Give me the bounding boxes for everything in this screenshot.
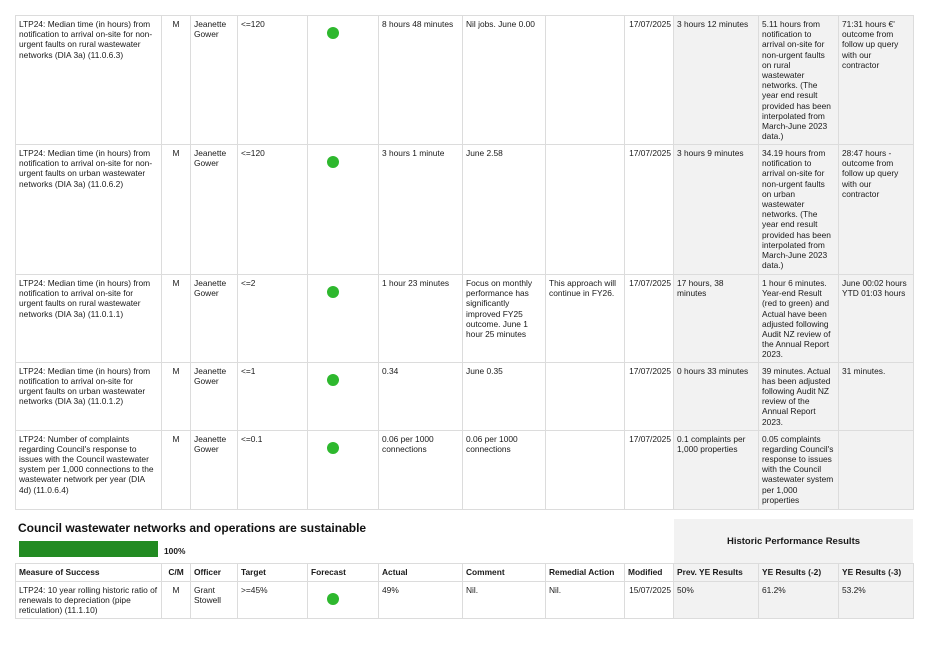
forecast-cell [308, 582, 379, 619]
officer-cell: Jeanette Gower [191, 16, 238, 145]
measure-cell: LTP24: Number of complaints regarding Council's response to issues with the Council wastewater system per 1,000 connections to the wastewater network per year (DIA 4d) (11.0.6.4) [16, 430, 162, 509]
comment-cell: Nil. [463, 582, 546, 619]
section-title: Council wastewater networks and operations are sustainable [18, 521, 367, 535]
comment-cell: June 2.58 [463, 145, 546, 275]
column-header-modified: Modified [625, 564, 674, 582]
measure-cell: LTP24: 10 year rolling historic ratio of renewals to depreciation (pipe reticulation) (11.1.10) [16, 582, 162, 619]
cm-cell: M [162, 275, 191, 363]
measure-cell: LTP24: Median time (in hours) from notification to arrival on-site for urgent faults on rural wastewater networks (DIA 3a) (11.0.1.1) [16, 275, 162, 363]
ye-minus-3-cell: 31 minutes. [839, 362, 914, 430]
officer-cell: Grant Stowell [191, 582, 238, 619]
target-cell: <=0.1 [238, 430, 308, 509]
column-header-actual: Actual [379, 564, 463, 582]
modified-cell: 17/07/2025 [625, 145, 674, 275]
forecast-cell [308, 362, 379, 430]
section-progress-bar [19, 541, 158, 557]
modified-cell: 17/07/2025 [625, 16, 674, 145]
table-row [16, 275, 914, 363]
measure-cell: LTP24: Median time (in hours) from notification to arrival on-site for urgent faults on urban wastewater networks (DIA 3a) (11.0.1.2) [16, 362, 162, 430]
remedial-action-cell [546, 145, 625, 275]
modified-cell: 15/07/2025 [625, 582, 674, 619]
ye-minus-3-cell: 28:47 hours - outcome from follow up query with our contractor [839, 145, 914, 275]
column-header-prev-ye: Prev. YE Results [674, 564, 759, 582]
status-green-dot-icon [327, 156, 339, 168]
column-header-ye-minus-3: YE Results (-3) [839, 564, 914, 582]
prev-ye-cell: 3 hours 9 minutes [674, 145, 759, 275]
modified-cell: 17/07/2025 [625, 362, 674, 430]
progress-label: 100% [164, 546, 186, 556]
prev-ye-cell: 0 hours 33 minutes [674, 362, 759, 430]
officer-cell: Jeanette Gower [191, 362, 238, 430]
column-header-remedial-action: Remedial Action [546, 564, 625, 582]
remedial-action-cell [546, 430, 625, 509]
cm-cell: M [162, 430, 191, 509]
actual-cell: 49% [379, 582, 463, 619]
cm-cell: M [162, 582, 191, 619]
forecast-cell [308, 430, 379, 509]
column-header-officer: Officer [191, 564, 238, 582]
column-header-target: Target [238, 564, 308, 582]
column-header-comment: Comment [463, 564, 546, 582]
actual-cell: 0.06 per 1000 connections [379, 430, 463, 509]
table-row [16, 430, 914, 509]
measure-cell: LTP24: Median time (in hours) from notification to arrival on-site for non-urgent faults on rural wastewater networks (DIA 3a) (11.0.6.3) [16, 16, 162, 145]
ye-minus-3-cell: 71:31 hours €' outcome from follow up query with our contractor [839, 16, 914, 145]
target-cell: <=1 [238, 362, 308, 430]
ye-minus-2-cell: 0.05 complaints regarding Council's response to issues with the Council wastewater system per 1,000 properties [759, 430, 839, 509]
performance-measures-table [15, 15, 914, 510]
target-cell: <=2 [238, 275, 308, 363]
prev-ye-cell: 0.1 complaints per 1,000 properties [674, 430, 759, 509]
officer-cell: Jeanette Gower [191, 145, 238, 275]
ye-minus-2-cell: 34.19 hours from notification to arrival on-site for non-urgent faults on urban wastewater networks. (The year end result provided has been interpolated from March-June 2023 data.) [759, 145, 839, 275]
remedial-action-cell: Nil. [546, 582, 625, 619]
officer-cell: Jeanette Gower [191, 430, 238, 509]
status-green-dot-icon [327, 374, 339, 386]
column-header-ye-minus-2: YE Results (-2) [759, 564, 839, 582]
forecast-cell [308, 275, 379, 363]
status-green-dot-icon [327, 442, 339, 454]
table-row [16, 582, 914, 619]
forecast-cell [308, 16, 379, 145]
table-row [16, 16, 914, 145]
target-cell: <=120 [238, 145, 308, 275]
measure-cell: LTP24: Median time (in hours) from notification to arrival on-site for non-urgent faults on urban wastewater networks (DIA 3a) (11.0.6.2) [16, 145, 162, 275]
forecast-cell [308, 145, 379, 275]
comment-cell: Nil jobs. June 0.00 [463, 16, 546, 145]
cm-cell: M [162, 145, 191, 275]
prev-ye-cell: 3 hours 12 minutes [674, 16, 759, 145]
remedial-action-cell [546, 362, 625, 430]
cm-cell: M [162, 16, 191, 145]
table-row [16, 362, 914, 430]
modified-cell: 17/07/2025 [625, 430, 674, 509]
sustainability-measures-table [15, 563, 914, 619]
prev-ye-cell: 17 hours, 38 minutes [674, 275, 759, 363]
ye-minus-2-cell: 39 minutes. Actual has been adjusted following Audit NZ review of the Annual Report 2023. [759, 362, 839, 430]
actual-cell: 8 hours 48 minutes [379, 16, 463, 145]
actual-cell: 3 hours 1 minute [379, 145, 463, 275]
ye-minus-2-cell: 61.2% [759, 582, 839, 619]
actual-cell: 1 hour 23 minutes [379, 275, 463, 363]
comment-cell: 0.06 per 1000 connections [463, 430, 546, 509]
column-header-measure: Measure of Success [16, 564, 162, 582]
remedial-action-cell: This approach will continue in FY26. [546, 275, 625, 363]
officer-cell: Jeanette Gower [191, 275, 238, 363]
ye-minus-2-cell: 5.11 hours from notification to arrival on-site for non-urgent faults on rural wastewater networks. (The year end result provided has been interpolated from March-June 2023 data.) [759, 16, 839, 145]
target-cell: <=120 [238, 16, 308, 145]
target-cell: >=45% [238, 582, 308, 619]
cm-cell: M [162, 362, 191, 430]
comment-cell: Focus on monthly performance has significantly improved FY25 outcome. June 1 hour 25 minutes [463, 275, 546, 363]
ye-minus-2-cell: 1 hour 6 minutes. Year-end Result (red to green) and Actual have been adjusted following Audit NZ review of the Annual Report 2023. [759, 275, 839, 363]
ye-minus-3-cell [839, 430, 914, 509]
table-header-row [16, 564, 914, 582]
progress-fill [19, 541, 158, 557]
status-green-dot-icon [327, 593, 339, 605]
column-header-forecast: Forecast [308, 564, 379, 582]
column-header-cm: C/M [162, 564, 191, 582]
remedial-action-cell [546, 16, 625, 145]
ye-minus-3-cell: June 00:02 hours YTD 01:03 hours [839, 275, 914, 363]
status-green-dot-icon [327, 27, 339, 39]
historic-performance-header: Historic Performance Results [674, 519, 913, 564]
table-row [16, 145, 914, 275]
comment-cell: June 0.35 [463, 362, 546, 430]
actual-cell: 0.34 [379, 362, 463, 430]
ye-minus-3-cell: 53.2% [839, 582, 914, 619]
status-green-dot-icon [327, 286, 339, 298]
modified-cell: 17/07/2025 [625, 275, 674, 363]
prev-ye-cell: 50% [674, 582, 759, 619]
